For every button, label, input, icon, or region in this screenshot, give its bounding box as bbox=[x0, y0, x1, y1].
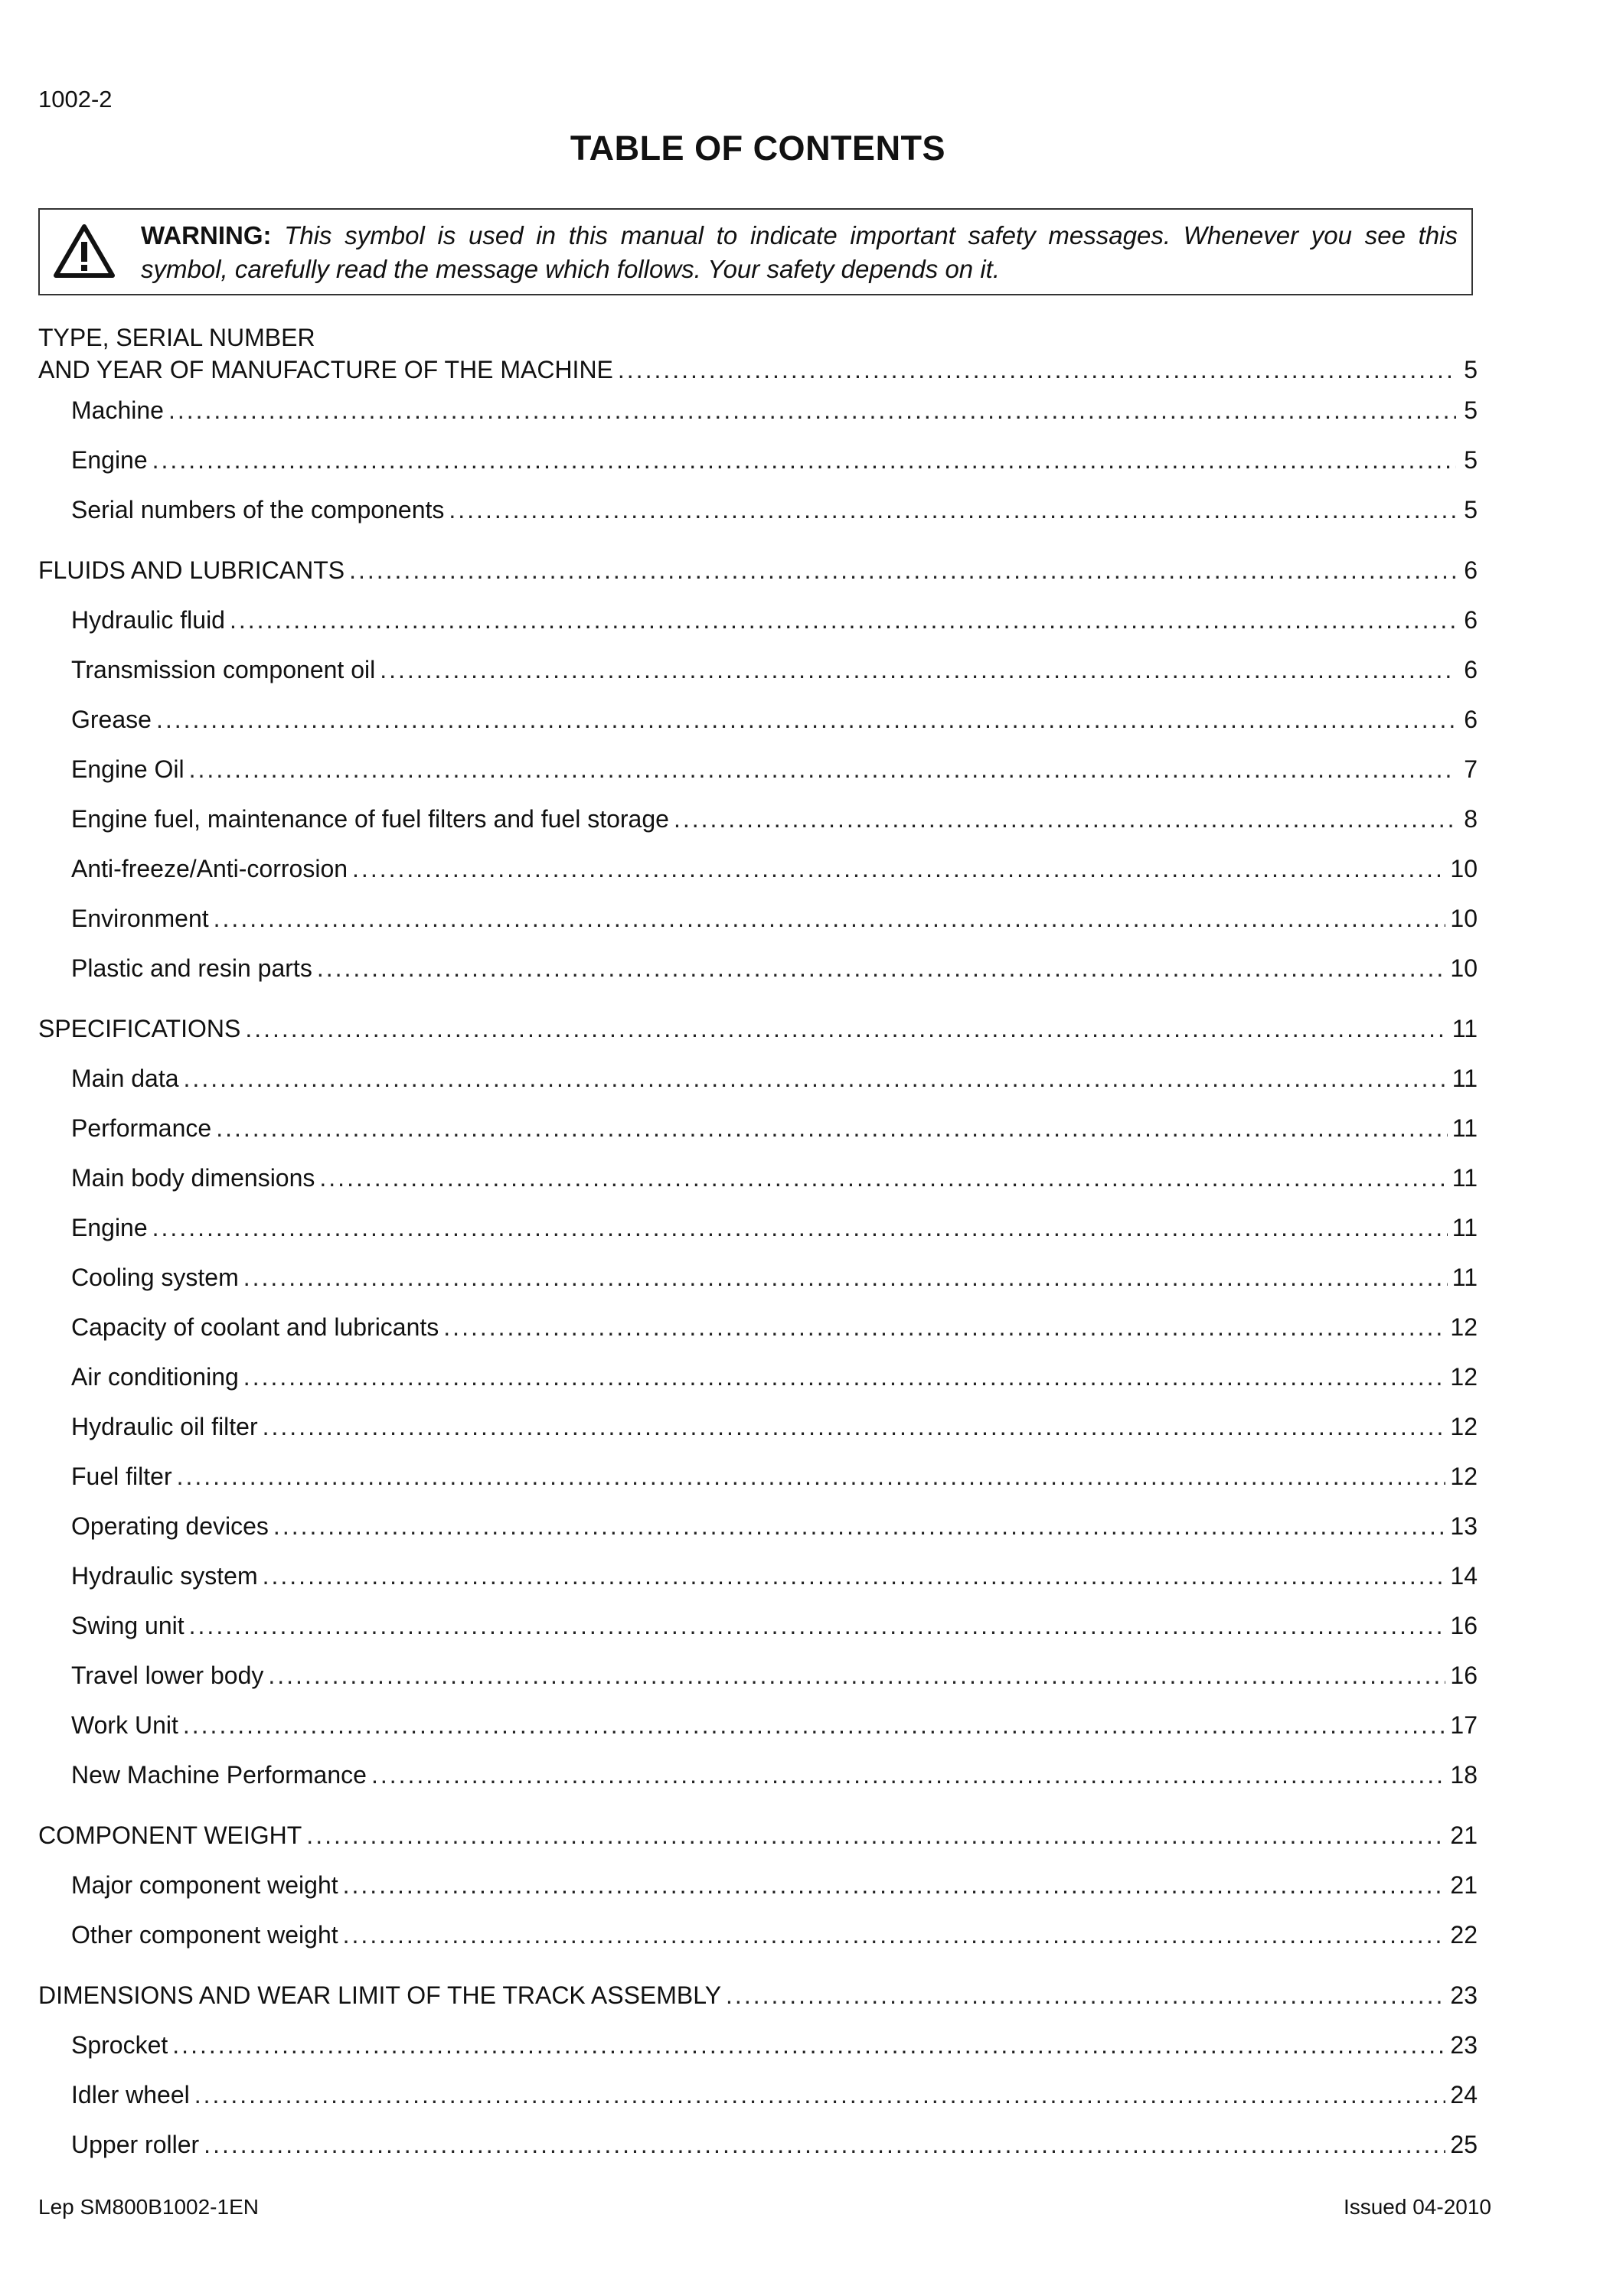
toc-page-number: 6 bbox=[1464, 606, 1478, 634]
footer-issue-date: Issued 04-2010 bbox=[1343, 2195, 1491, 2219]
toc-page-number: 23 bbox=[1450, 1981, 1478, 2009]
toc-section-heading[interactable] bbox=[38, 1811, 1478, 1861]
dot-leader bbox=[349, 546, 1456, 595]
footer-document-code: Lep SM800B1002-1EN bbox=[38, 2195, 259, 2219]
dot-leader bbox=[268, 1651, 1445, 1701]
dot-leader bbox=[245, 1004, 1447, 1054]
toc-entry[interactable] bbox=[38, 386, 1478, 435]
page-title: TABLE OF CONTENTS bbox=[570, 129, 946, 168]
toc-entry[interactable] bbox=[38, 894, 1478, 944]
toc-entry-label: AND YEAR OF MANUFACTURE OF THE MACHINE bbox=[38, 356, 613, 383]
toc-entry-label: Machine bbox=[71, 396, 164, 424]
dot-leader bbox=[168, 386, 1456, 435]
toc-section bbox=[38, 321, 1478, 535]
toc-page-number: 6 bbox=[1464, 656, 1478, 683]
toc-page-number: 22 bbox=[1450, 1921, 1478, 1949]
dot-leader bbox=[172, 2020, 1445, 2070]
dot-leader bbox=[243, 1253, 1448, 1303]
toc-section-heading[interactable] bbox=[38, 354, 1478, 386]
toc-entry-label: New Machine Performance bbox=[71, 1761, 367, 1789]
toc-entry-label: Fuel filter bbox=[71, 1463, 172, 1490]
toc-entry[interactable] bbox=[38, 2020, 1478, 2070]
toc-entry-label: Hydraulic fluid bbox=[71, 606, 225, 634]
toc-entry-label: Sprocket bbox=[71, 2031, 168, 2059]
toc-page-number: 12 bbox=[1450, 1363, 1478, 1391]
toc-entry[interactable] bbox=[38, 1104, 1478, 1153]
toc-entry-label: DIMENSIONS AND WEAR LIMIT OF THE TRACK ASSEMBLY bbox=[38, 1981, 722, 2009]
toc-page-number: 21 bbox=[1450, 1871, 1478, 1899]
toc-page-number: 5 bbox=[1464, 446, 1478, 474]
toc-page-number: 10 bbox=[1450, 855, 1478, 882]
toc-page-number: 18 bbox=[1450, 1761, 1478, 1789]
toc-entry-label: Transmission component oil bbox=[71, 656, 376, 683]
toc-page-number: 7 bbox=[1464, 755, 1478, 783]
toc-entry-label: Idler wheel bbox=[71, 2081, 190, 2108]
toc-entry[interactable] bbox=[38, 1352, 1478, 1402]
dot-leader bbox=[184, 1054, 1448, 1104]
toc-entry-label: Anti-freeze/Anti-corrosion bbox=[71, 855, 348, 882]
toc-entry-label: Main body dimensions bbox=[71, 1164, 315, 1192]
toc-section bbox=[38, 1004, 1478, 1800]
dot-leader bbox=[230, 595, 1456, 645]
toc-page-number: 16 bbox=[1450, 1662, 1478, 1689]
toc-entry[interactable] bbox=[38, 1651, 1478, 1701]
dot-leader bbox=[156, 695, 1456, 745]
dot-leader bbox=[263, 1402, 1446, 1452]
toc-page-number: 6 bbox=[1464, 706, 1478, 733]
toc-entry-label: Travel lower body bbox=[71, 1662, 264, 1689]
toc-page-number: 8 bbox=[1464, 805, 1478, 833]
toc-entry[interactable] bbox=[38, 745, 1478, 794]
toc-entry-label: Engine Oil bbox=[71, 755, 185, 783]
dot-leader bbox=[674, 794, 1456, 844]
toc-entry[interactable] bbox=[38, 1861, 1478, 1910]
toc-entry[interactable] bbox=[38, 1402, 1478, 1452]
dot-leader bbox=[343, 1910, 1446, 1960]
toc-page-number: 13 bbox=[1450, 1512, 1478, 1540]
warning-text bbox=[141, 219, 1458, 286]
toc-entry[interactable] bbox=[38, 1203, 1478, 1253]
toc-entry-label: Capacity of coolant and lubricants bbox=[71, 1313, 439, 1341]
toc-entry[interactable] bbox=[38, 794, 1478, 844]
toc-page-number: 10 bbox=[1450, 905, 1478, 932]
toc-entry[interactable] bbox=[38, 844, 1478, 894]
toc-entry-label: Engine bbox=[71, 446, 148, 474]
warning-box bbox=[38, 208, 1473, 295]
toc-entry[interactable] bbox=[38, 1054, 1478, 1104]
toc-page-number: 11 bbox=[1452, 1264, 1478, 1291]
toc-entry-label: Operating devices bbox=[71, 1512, 269, 1540]
toc-entry-label: SPECIFICATIONS bbox=[38, 1015, 241, 1042]
toc-entry-label: Main data bbox=[71, 1065, 179, 1092]
toc-page-number: 21 bbox=[1450, 1821, 1478, 1849]
toc-entry[interactable] bbox=[38, 1601, 1478, 1651]
toc-entry-label: Work Unit bbox=[71, 1711, 178, 1739]
toc-entry[interactable] bbox=[38, 2120, 1478, 2170]
toc-entry-label: Major component weight bbox=[71, 1871, 338, 1899]
toc-entry-label: FLUIDS AND LUBRICANTS bbox=[38, 556, 345, 584]
toc-section bbox=[38, 1971, 1478, 2170]
toc-page-number: 5 bbox=[1464, 496, 1478, 523]
toc-entry[interactable] bbox=[38, 1750, 1478, 1800]
dot-leader bbox=[317, 944, 1446, 993]
toc-entry-label: Swing unit bbox=[71, 1612, 185, 1639]
toc-section-heading[interactable] bbox=[38, 546, 1478, 595]
toc-entry[interactable] bbox=[38, 1303, 1478, 1352]
dot-leader bbox=[214, 894, 1446, 944]
toc-page-number: 12 bbox=[1450, 1463, 1478, 1490]
toc-entry[interactable] bbox=[38, 1910, 1478, 1960]
toc-entry[interactable] bbox=[38, 1253, 1478, 1303]
dot-leader bbox=[216, 1104, 1448, 1153]
toc-entry-label: Engine bbox=[71, 1214, 148, 1241]
dot-leader bbox=[618, 354, 1456, 386]
toc-entry-label: Hydraulic oil filter bbox=[71, 1413, 258, 1440]
page-number: 1002-2 bbox=[38, 86, 113, 113]
toc-page-number: 10 bbox=[1450, 954, 1478, 982]
toc-section-heading[interactable] bbox=[38, 1971, 1478, 2020]
toc-section bbox=[38, 546, 1478, 993]
toc-page-number: 5 bbox=[1464, 396, 1478, 424]
dot-leader bbox=[352, 844, 1445, 894]
toc-entry-label: Upper roller bbox=[71, 2131, 200, 2158]
dot-leader bbox=[152, 435, 1456, 485]
dot-leader bbox=[152, 1203, 1448, 1253]
toc-page-number: 6 bbox=[1464, 556, 1478, 584]
toc-entry[interactable] bbox=[38, 485, 1478, 535]
dot-leader bbox=[380, 645, 1456, 695]
dot-leader bbox=[177, 1452, 1446, 1502]
dot-leader bbox=[243, 1352, 1446, 1402]
toc-page-number: 23 bbox=[1450, 2031, 1478, 2059]
dot-leader bbox=[449, 485, 1456, 535]
toc-page-number: 5 bbox=[1464, 356, 1478, 383]
toc-page-number: 11 bbox=[1452, 1114, 1478, 1142]
dot-leader bbox=[189, 1601, 1446, 1651]
toc-entry-label: COMPONENT WEIGHT bbox=[38, 1821, 302, 1849]
dot-leader bbox=[183, 1701, 1446, 1750]
toc-entry[interactable] bbox=[38, 944, 1478, 993]
dot-leader bbox=[263, 1551, 1446, 1601]
dot-leader bbox=[443, 1303, 1445, 1352]
toc-entry[interactable] bbox=[38, 1153, 1478, 1203]
dot-leader bbox=[371, 1750, 1445, 1800]
dot-leader bbox=[273, 1502, 1445, 1551]
toc-entry[interactable] bbox=[38, 595, 1478, 645]
dot-leader bbox=[204, 2120, 1445, 2170]
toc-entry-label: Environment bbox=[71, 905, 209, 932]
toc-entry-label: Cooling system bbox=[71, 1264, 239, 1291]
dot-leader bbox=[189, 745, 1456, 794]
warning-label: WARNING: bbox=[141, 221, 272, 249]
dot-leader bbox=[343, 1861, 1446, 1910]
toc-page-number: 11 bbox=[1452, 1015, 1478, 1042]
toc-page-number: 11 bbox=[1452, 1164, 1478, 1192]
dot-leader bbox=[306, 1811, 1445, 1861]
toc-page-number: 17 bbox=[1450, 1711, 1478, 1739]
toc-section bbox=[38, 1811, 1478, 1960]
toc-page-number: 12 bbox=[1450, 1313, 1478, 1341]
toc-entry-label: Air conditioning bbox=[71, 1363, 239, 1391]
toc-entry[interactable] bbox=[38, 1701, 1478, 1750]
dot-leader bbox=[726, 1971, 1445, 2020]
toc-page-number: 14 bbox=[1450, 1562, 1478, 1590]
toc-entry[interactable] bbox=[38, 1502, 1478, 1551]
table-of-contents bbox=[38, 321, 1478, 2180]
toc-entry-label: Performance bbox=[71, 1114, 212, 1142]
toc-entry[interactable] bbox=[38, 1551, 1478, 1601]
toc-section-heading-line: TYPE, SERIAL NUMBER bbox=[38, 324, 315, 351]
toc-entry[interactable] bbox=[38, 695, 1478, 745]
dot-leader bbox=[319, 1153, 1447, 1203]
toc-page-number: 25 bbox=[1450, 2131, 1478, 2158]
warning-triangle-icon bbox=[54, 223, 115, 279]
warning-message: This symbol is used in this manual to indicate important safety messages. Whenever you see this symbol, carefully read the message which follows. Your safety depends on it. bbox=[141, 221, 1458, 283]
toc-entry-label: Serial numbers of the components bbox=[71, 496, 445, 523]
toc-entry-label: Plastic and resin parts bbox=[71, 954, 312, 982]
toc-page-number: 11 bbox=[1452, 1065, 1478, 1092]
toc-entry[interactable] bbox=[38, 1452, 1478, 1502]
toc-entry-label: Hydraulic system bbox=[71, 1562, 258, 1590]
toc-entry-label: Grease bbox=[71, 706, 152, 733]
toc-entry[interactable] bbox=[38, 645, 1478, 695]
toc-entry-label: Engine fuel, maintenance of fuel filters and fuel storage bbox=[71, 805, 669, 833]
toc-section-heading[interactable] bbox=[38, 1004, 1478, 1054]
toc-entry-label: Other component weight bbox=[71, 1921, 338, 1949]
toc-page-number: 16 bbox=[1450, 1612, 1478, 1639]
dot-leader bbox=[194, 2070, 1446, 2120]
toc-page-number: 24 bbox=[1450, 2081, 1478, 2108]
toc-page-number: 12 bbox=[1450, 1413, 1478, 1440]
toc-entry[interactable] bbox=[38, 2070, 1478, 2120]
toc-page-number: 11 bbox=[1452, 1214, 1478, 1241]
toc-entry[interactable] bbox=[38, 435, 1478, 485]
